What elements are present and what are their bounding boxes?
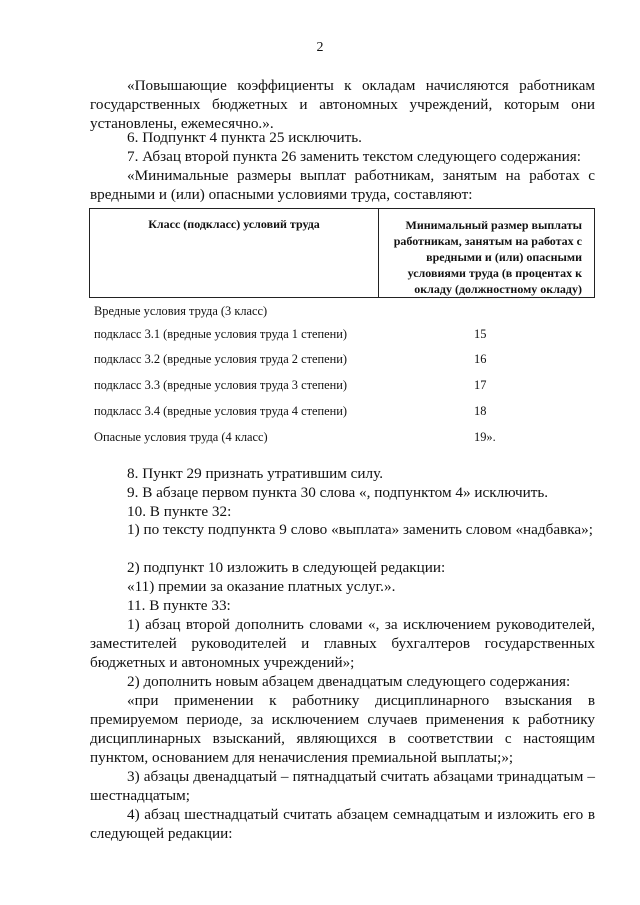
- item-8-paragraph: 8. Пункт 29 признать утратившим силу.: [127, 465, 383, 482]
- quote-coefficients-paragraph: «Повышающие коэффициенты к окладам начисляются работникам государственных бюджетных и автономных учреждений, которым они установлены, ежемесячно.».: [90, 77, 595, 132]
- item-11-subitem-4: 4) абзац шестнадцатый считать абзацем семнадцатым и изложить его в следующей редакции:: [90, 806, 595, 842]
- table-cell-class: подкласс 3.3 (вредные условия труда 3 степени): [94, 378, 348, 392]
- table-header: [89, 208, 595, 298]
- item-10-subitem-2: 2) подпункт 10 изложить в следующей редакции:: [127, 559, 446, 576]
- table-cell-value: 19».: [474, 430, 496, 444]
- table-cell-class: подкласс 3.2 (вредные условия труда 2 степени): [94, 352, 348, 366]
- table-cell-class: подкласс 3.4 (вредные условия труда 4 степени): [94, 404, 348, 418]
- table-cell-class: подкласс 3.1 (вредные условия труда 1 степени): [94, 327, 348, 341]
- table-cell-value: 17: [474, 378, 487, 392]
- item-10-paragraph: 10. В пункте 32:: [127, 503, 232, 520]
- table-row: [94, 378, 514, 394]
- table-row: [94, 327, 514, 343]
- table-row: [94, 430, 514, 446]
- page-number: 2: [316, 40, 324, 55]
- table-header-minimum: Минимальный размер выплаты работникам, занятым на работах с вредными и (или) опасными условиями труда (в процентах к окладу (должностному окладу): [393, 218, 582, 296]
- table-cell-value: 16: [474, 352, 487, 366]
- item-7-paragraph: 7. Абзац второй пункта 26 заменить текстом следующего содержания:: [127, 148, 581, 165]
- minimum-payments-paragraph: «Минимальные размеры выплат работникам, занятым на работах с вредными и (или) опасными условиями труда, составляют:: [90, 167, 595, 203]
- table-cell-class: Вредные условия труда (3 класс): [94, 304, 268, 318]
- item-11-paragraph: 11. В пункте 33:: [127, 597, 231, 614]
- item-11-subitem-1: 1) абзац второй дополнить словами «, за исключением руководителей, заместителей руководителей и главных бухгалтеров государственных бюджетных и автономных учреждений»;: [90, 616, 595, 671]
- table-row: [94, 304, 514, 320]
- item-11-subitem-3: 3) абзацы двенадцатый – пятнадцатый считать абзацами тринадцатым – шестнадцатым;: [90, 768, 595, 804]
- item-10-subitem-1: 1) по тексту подпункта 9 слово «выплата» заменить словом «надбавка»;: [127, 521, 593, 538]
- table-cell-value: 15: [474, 327, 487, 341]
- item-6-paragraph: 6. Подпункт 4 пункта 25 исключить.: [127, 129, 362, 146]
- table-header-class: Класс (подкласс) условий труда: [90, 209, 379, 297]
- table-cell-class: Опасные условия труда (4 класс): [94, 430, 268, 444]
- item-9-paragraph: 9. В абзаце первом пункта 30 слова «, подпунктом 4» исключить.: [127, 484, 549, 501]
- item-11-subitem-2: 2) дополнить новым абзацем двенадцатым следующего содержания:: [127, 673, 571, 690]
- item-11-subitem-2-quote: «при применении к работнику дисциплинарного взыскания в премируемом периоде, за исключением случаев применения к работнику дисциплинарных взысканий, являющихся в соответствии с настоящим пунктом, основанием для неначисления премиальной выплаты;»;: [90, 692, 595, 766]
- item-10-subitem-2-quote: «11) премии за оказание платных услуг.».: [127, 578, 396, 595]
- table-cell-value: 18: [474, 404, 487, 418]
- table-row: [94, 404, 514, 420]
- table-row: [94, 352, 514, 368]
